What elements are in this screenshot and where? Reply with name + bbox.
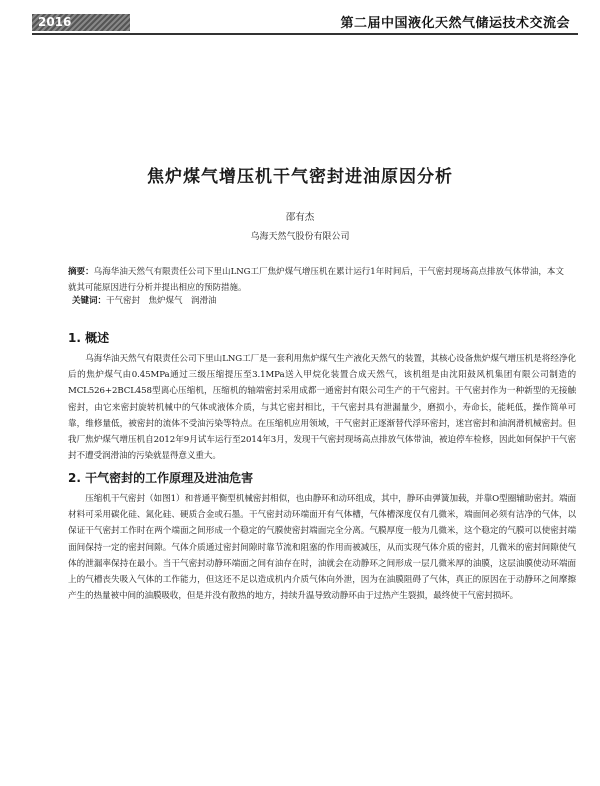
keywords-text: 干气密封 焦炉煤气 润滑油: [106, 296, 217, 306]
keywords-label: 关键词：: [72, 296, 107, 306]
section-body-overview: 乌海华油天然气有限责任公司下里山LNG工厂是一套利用焦炉煤气生产液化天然气的装置，其核心设备焦炉煤气增压机是将经净化后的焦炉煤气由0.45MPa通过三级压缩提压至3.1MPa送入甲烷化装置合成天然气，该机组是由沈阳鼓风机集团有限公司制造的MCL526+2BCL458型离心压缩机，压缩机的轴端密封采用成都一通密封有限公司生产的干气密封。干气密封作为一种新型的无接触密封，由它来密封旋转机械中的气体或液体介质，与其它密封相比，干气密封具有泄漏量少，磨损小，寿命长，能耗低，操作简单可靠，维修量低，被密封的流体不受油污染等特点。在压缩机应用领域，干气密封正逐渐替代浮环密封，迷宫密封和油润滑机械密封。但我厂焦炉煤气增压机自2012年9月试车运行至2014年3月，发现干气密封现场高点排放气体带油，被迫停车检修，因此如何保护干气密封不遭受润滑油的污染就显得意义重大。: [68, 354, 576, 462]
header-rule: [32, 33, 578, 35]
affiliation: 乌海天然气股份有限公司: [250, 232, 350, 242]
abstract-text: 乌海华油天然气有限责任公司下里山LNG工厂焦炉煤气增压机在累计运行1年时间后，干气密封现场高点排放气体带油，本文就其可能原因进行分析并提出相应的预防措施。: [68, 267, 564, 293]
section-heading-overview: 1. 概述: [68, 331, 110, 345]
abstract: [68, 264, 564, 296]
section-body-principle: 压缩机干气密封（如图1）和普通平衡型机械密封相似，也由静环和动环组成，其中，静环由弹簧加载，并靠O型圈辅助密封。端面材料可采用碳化硅、氮化硅、硬质合金或石墨。干气密封动环端面开有气体槽，气体槽深度仅有几微米，端面间必须有洁净的气体，以保证干气密封工作时在两个端面之间形成一个稳定的气膜使密封端面完全分离。气膜厚度一般为几微米，这个稳定的气膜可以使密封端面间保持一定的密封间隙。气体介质通过密封间隙时靠节流和阻塞的作用而被减压，从而实现气体介质的密封，几微米的密封间隙使气体的泄漏率保持在最小。当干气密封动静环端面之间有油存在时，油就会在动静环之间形成一层几微米厚的油膜，这层油膜使动环端面上的气槽丧失吸入气体的工作能力，但这还不足以造成机内介质气体向外泄，因为在油膜阻碍了气体，真正的原因在于动静环之间摩擦产生的热量被中间的油膜吸收，但是并没有散热的地方，持续升温导致动静环由于过热产生裂损，最终使干气密封损坏。: [68, 494, 576, 602]
abstract-label: 摘要：: [68, 267, 94, 277]
paper-title: 焦炉煤气增压机干气密封进油原因分析: [147, 167, 453, 187]
page-header: [22, 6, 578, 36]
section-heading-principle: 2. 干气密封的工作原理及进油危害: [68, 471, 254, 485]
conference-name: 第二届中国液化天然气储运技术交流会: [340, 16, 570, 31]
keywords: [72, 294, 568, 306]
author: 邵有杰: [285, 212, 315, 223]
year-badge: 2016: [32, 14, 130, 31]
